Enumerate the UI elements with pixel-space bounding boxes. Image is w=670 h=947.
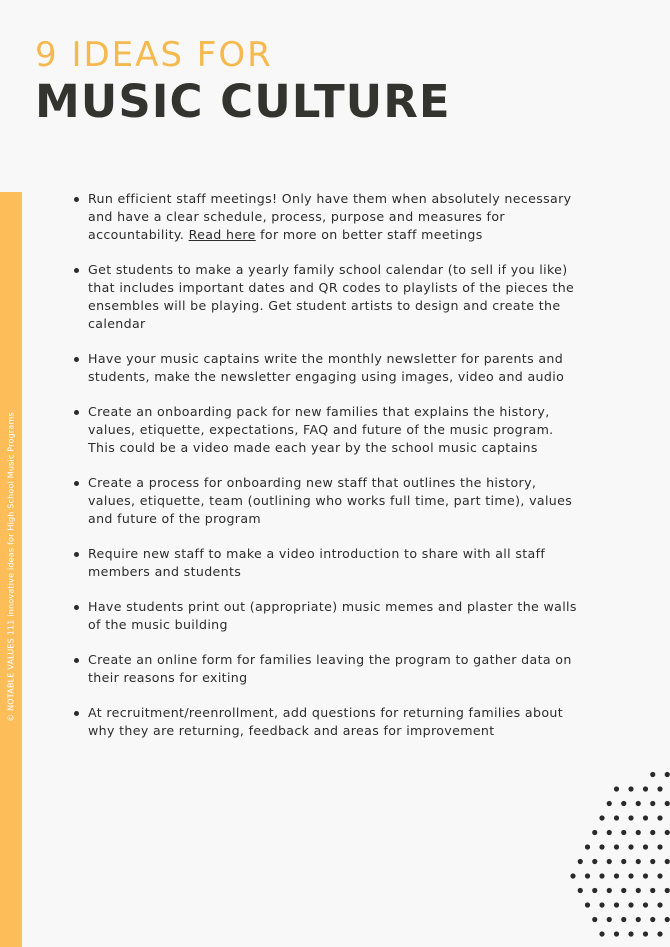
idea-text: Require new staff to make a video introduction to share with all staff members and students (88, 546, 546, 579)
dot (585, 902, 590, 907)
bullet-icon (74, 605, 79, 610)
dot (665, 888, 670, 893)
dot (607, 888, 612, 893)
page-title: MUSIC CULTURE (35, 75, 451, 128)
dot (650, 859, 655, 864)
dot (636, 917, 641, 922)
list-item (70, 350, 580, 386)
dot (592, 917, 597, 922)
copyright-footer: © NOTABLE VALUES 111 innovative ideas for High School Music Programs (6, 412, 16, 722)
dot (643, 931, 648, 936)
dot (650, 772, 655, 777)
dot (599, 844, 604, 849)
list-item (70, 651, 580, 687)
dot (614, 931, 619, 936)
idea-text: Get students to make a yearly family school calendar (to sell if you like) that includes important dates and QR codes to playlists of the pieces the ensembles will be playing. Get student artists to design and create the calendar (88, 262, 575, 331)
dot (621, 859, 626, 864)
dot (621, 830, 626, 835)
bullet-icon (74, 658, 79, 663)
dot (614, 815, 619, 820)
list-item (70, 190, 580, 244)
dot (614, 844, 619, 849)
dot (614, 786, 619, 791)
bullet-icon (74, 357, 79, 362)
dot (643, 844, 648, 849)
dot (628, 815, 633, 820)
dot (628, 873, 633, 878)
idea-text: for more on better staff meetings (255, 227, 483, 242)
dot (665, 917, 670, 922)
bullet-icon (74, 711, 79, 716)
dot (657, 902, 662, 907)
dot (650, 830, 655, 835)
dot (607, 859, 612, 864)
list-item (70, 598, 580, 634)
dot (657, 786, 662, 791)
dot (650, 917, 655, 922)
dot (643, 786, 648, 791)
dot (599, 873, 604, 878)
bullet-icon (74, 268, 79, 273)
dot (665, 801, 670, 806)
list-item (70, 403, 580, 457)
dot (621, 888, 626, 893)
dot-pattern-decoration (570, 727, 670, 947)
bullet-icon (74, 481, 79, 486)
list-item (70, 704, 580, 740)
idea-text: Have your music captains write the monthly newsletter for parents and students, make the newsletter engaging using images, video and audio (88, 351, 565, 384)
dot (578, 888, 583, 893)
idea-text: Create an online form for families leaving the program to gather data on their reasons for exiting (88, 652, 572, 685)
dot (621, 917, 626, 922)
dot (657, 931, 662, 936)
dot (628, 786, 633, 791)
dot (592, 888, 597, 893)
idea-text: Create an onboarding pack for new families that explains the history, values, etiquette, expectations, FAQ and future of the music program. This could be a video made each year by the school music captains (88, 404, 554, 455)
dot (643, 815, 648, 820)
dot (665, 830, 670, 835)
dot (607, 830, 612, 835)
bullet-icon (74, 552, 79, 557)
dot (643, 902, 648, 907)
dot (650, 888, 655, 893)
dot (628, 844, 633, 849)
dot (657, 844, 662, 849)
dot (599, 931, 604, 936)
dot (614, 902, 619, 907)
dot (607, 801, 612, 806)
list-item (70, 474, 580, 528)
list-item (70, 545, 580, 581)
dot (628, 902, 633, 907)
list-item (70, 261, 580, 333)
dot (607, 917, 612, 922)
idea-text: Create a process for onboarding new staff that outlines the history, values, etiquette, team (outlining who works full time, part time), values and future of the program (88, 475, 573, 526)
dot (657, 873, 662, 878)
page-subtitle: 9 IDEAS FOR (35, 35, 273, 75)
dot (592, 830, 597, 835)
dot (628, 931, 633, 936)
dot (599, 815, 604, 820)
dot (636, 859, 641, 864)
dot (657, 815, 662, 820)
title-block (35, 35, 451, 128)
dot (585, 844, 590, 849)
idea-text: Run efficient staff meetings! Only have them when absolutely necessary and have a clear schedule, process, purpose and measures for accountability. (88, 191, 572, 242)
dot (614, 873, 619, 878)
dot (636, 801, 641, 806)
dot (636, 830, 641, 835)
dot (599, 902, 604, 907)
dot (585, 873, 590, 878)
dot (665, 859, 670, 864)
dot (665, 772, 670, 777)
dot (636, 888, 641, 893)
dot (643, 873, 648, 878)
idea-text: At recruitment/reenrollment, add questions for returning families about why they are returning, feedback and areas for improvement (88, 705, 564, 738)
idea-text: Have students print out (appropriate) music memes and plaster the walls of the music building (88, 599, 577, 632)
read-here-link[interactable]: Read here (188, 227, 256, 242)
dot (650, 801, 655, 806)
dot (578, 859, 583, 864)
bullet-icon (74, 197, 79, 202)
bullet-icon (74, 410, 79, 415)
dot (592, 859, 597, 864)
dot (621, 801, 626, 806)
ideas-list (70, 190, 580, 757)
dot (570, 873, 575, 878)
